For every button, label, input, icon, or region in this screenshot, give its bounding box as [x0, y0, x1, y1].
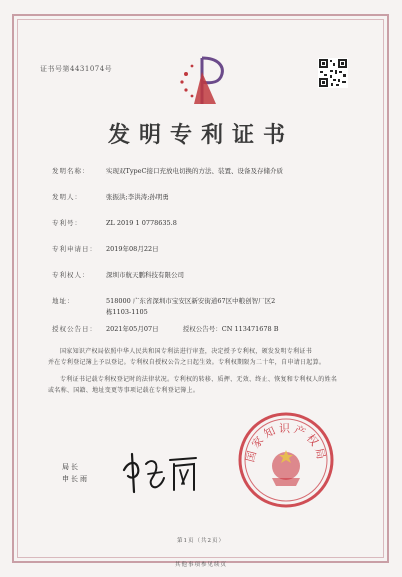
- patent-no-value: ZL 2019 1 0778635.8: [106, 219, 177, 227]
- field-grant-date: [52, 324, 279, 333]
- para2-line1: 专利证书记载专利权登记时的法律状况。专利权的转移、质押、无效、终止、恢复和专利权人的姓名: [60, 376, 338, 383]
- footer-note: 其他事项参见续页: [174, 562, 227, 568]
- address-value-line2: 栋1103-1105: [106, 308, 148, 316]
- certificate-title: 发明专利证书: [107, 122, 294, 148]
- inventor-label: 发明人：: [52, 193, 82, 201]
- field-invention-name: [52, 166, 283, 175]
- inventor-value: 张振洪;李洪涛;孙明勇: [106, 193, 169, 201]
- announcement-label: 授权公告号：: [182, 325, 222, 333]
- body-paragraph-2: [48, 374, 356, 396]
- field-inventor: [52, 192, 169, 201]
- signature-image: [118, 444, 204, 500]
- patent-emblem-icon: [172, 52, 236, 112]
- signature-title-label: 局长: [62, 463, 80, 471]
- address-value-line1: 518000 广东省深圳市宝安区新安街道67区中粮创智厂区2: [106, 297, 276, 305]
- certificate-number: 证书号第4431074号: [40, 65, 113, 73]
- field-address: [52, 296, 275, 305]
- field-patent-no: [52, 218, 177, 227]
- patentee-label: 专利权人：: [52, 271, 90, 279]
- body-paragraph-1: [48, 346, 356, 368]
- invention-name-label: 发明名称：: [52, 167, 90, 175]
- para1-line2: 并在专利登记簿上予以登记。专利权自授权公告之日起生效。专利权期限为二十年，自申请日起算。: [48, 359, 326, 366]
- filing-date-value: 2019年08月22日: [106, 245, 159, 253]
- seal-text: 国家知识产权局: [243, 422, 329, 464]
- qr-code-icon: [318, 58, 348, 88]
- grant-date-value: 2021年05月07日: [106, 325, 159, 333]
- invention-name-value: 实现双TypeC接口充放电切换的方法、装置、设备及存储介质: [106, 167, 283, 175]
- grant-date-label: 授权公告日：: [52, 325, 97, 333]
- field-filing-date: [52, 244, 159, 253]
- filing-date-label: 专利申请日：: [52, 245, 97, 253]
- signature-name-label: 申长雨: [62, 475, 89, 483]
- patentee-value: 深圳市航天鹏科技有限公司: [106, 271, 184, 279]
- address-label: 地址：: [52, 297, 75, 305]
- para2-line2: 或名称、国籍、地址变更等事项记载在专利登记簿上。: [48, 387, 200, 394]
- official-seal-icon: [236, 410, 336, 510]
- page-number: 第1页（共2页）: [177, 538, 225, 544]
- announcement-no: CN 113471678 B: [221, 325, 279, 333]
- patent-no-label: 专利号：: [52, 219, 82, 227]
- field-patentee: [52, 270, 184, 279]
- para1-line1: 国家知识产权局依照中华人民共和国专利法进行审查，决定授予专利权，颁发发明专利证书: [60, 348, 313, 355]
